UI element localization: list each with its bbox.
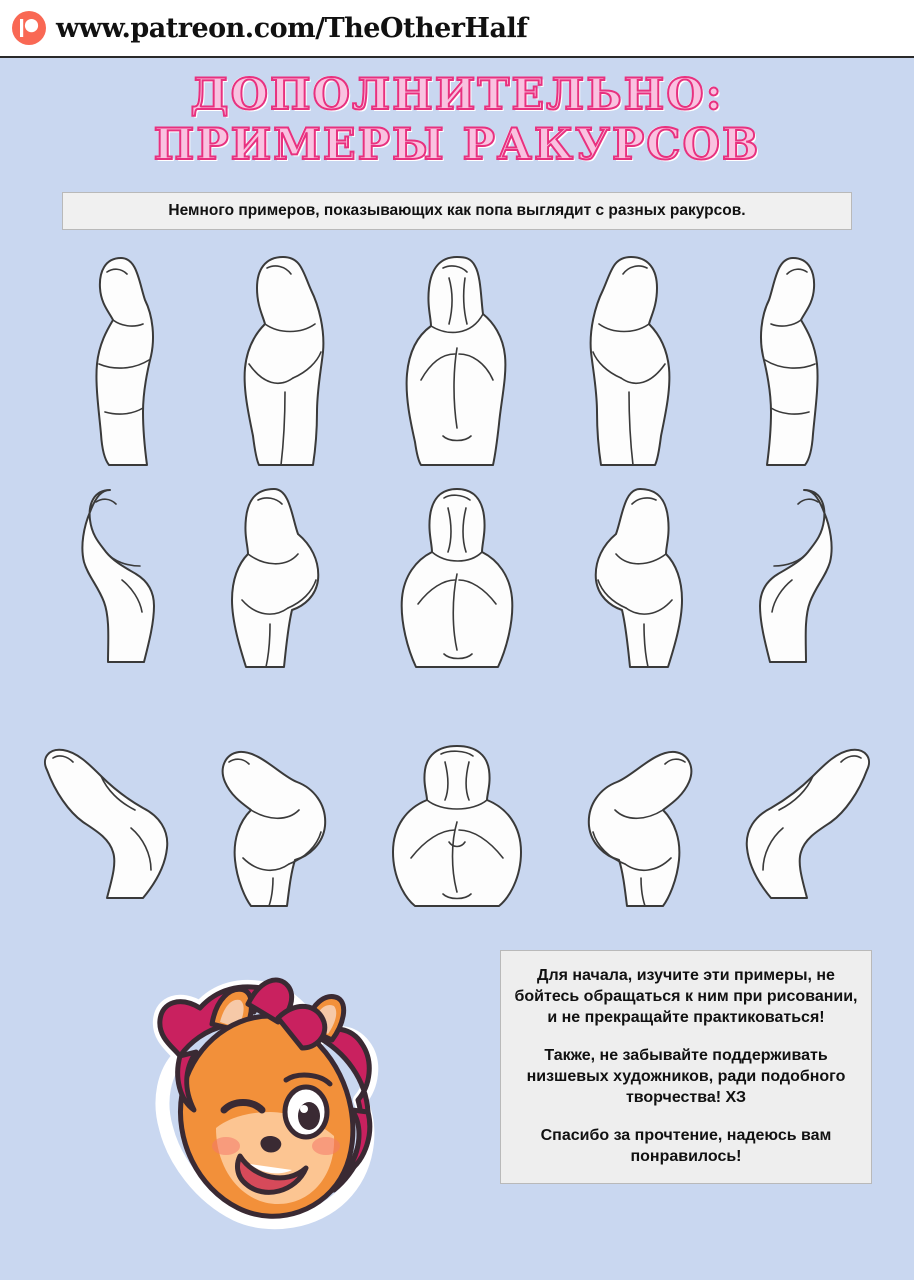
figure-tilted-side-left xyxy=(62,484,172,664)
figure-three-quarter-left xyxy=(223,252,343,467)
outro-paragraph-1: Для начала, изучите эти примеры, не бойтесь обращаться к ним при рисовании, и не прекращайте практиковаться! xyxy=(514,967,858,1026)
outro-text-box xyxy=(500,950,872,1184)
intro-caption-box xyxy=(62,192,852,230)
figure-tilted-side-right xyxy=(742,484,852,664)
figure-bent-side-left xyxy=(31,742,181,902)
figure-tilted-three-quarter-right xyxy=(572,484,702,669)
mascot-blush-right xyxy=(312,1137,340,1155)
figure-row-2 xyxy=(0,484,914,669)
patreon-header-bar xyxy=(0,0,914,58)
figure-tilted-three-quarter-left xyxy=(212,484,342,669)
figure-row-1 xyxy=(0,252,914,467)
mascot-blush-left xyxy=(212,1137,240,1155)
figure-side-right-profile xyxy=(735,252,845,467)
figure-tilted-rear-center xyxy=(382,484,532,669)
page-title-line-1: ДОПОЛНИТЕЛЬНО: xyxy=(190,70,724,120)
figure-bent-three-quarter-right xyxy=(565,742,705,907)
figure-bent-side-right xyxy=(733,742,883,902)
figure-bent-three-quarter-left xyxy=(209,742,349,907)
figure-three-quarter-right xyxy=(571,252,691,467)
figure-bent-rear-center xyxy=(377,742,537,907)
figure-rear-center xyxy=(387,252,527,467)
fox-mascot-head xyxy=(120,960,420,1260)
patreon-url-text[interactable]: www.patreon.com/TheOtherHalf xyxy=(56,12,528,44)
figure-side-left-profile xyxy=(69,252,179,467)
outro-paragraph-3: Спасибо за прочтение, надеюсь вам понравилось! xyxy=(540,1127,832,1165)
page-title-line-2: ПРИМЕРЫ РАКУРСОВ xyxy=(153,120,761,170)
page-title xyxy=(0,70,914,170)
patreon-logo-icon xyxy=(12,11,46,45)
mascot-eye-highlight xyxy=(300,1105,308,1113)
outro-paragraph-2: Также, не забывайте поддерживать низшевых художников, ради подобного творчества! ХЗ xyxy=(526,1047,846,1106)
intro-caption-text: Немного примеров, показывающих как попа выглядит с разных ракурсов. xyxy=(168,202,746,219)
figure-row-3 xyxy=(0,742,914,907)
